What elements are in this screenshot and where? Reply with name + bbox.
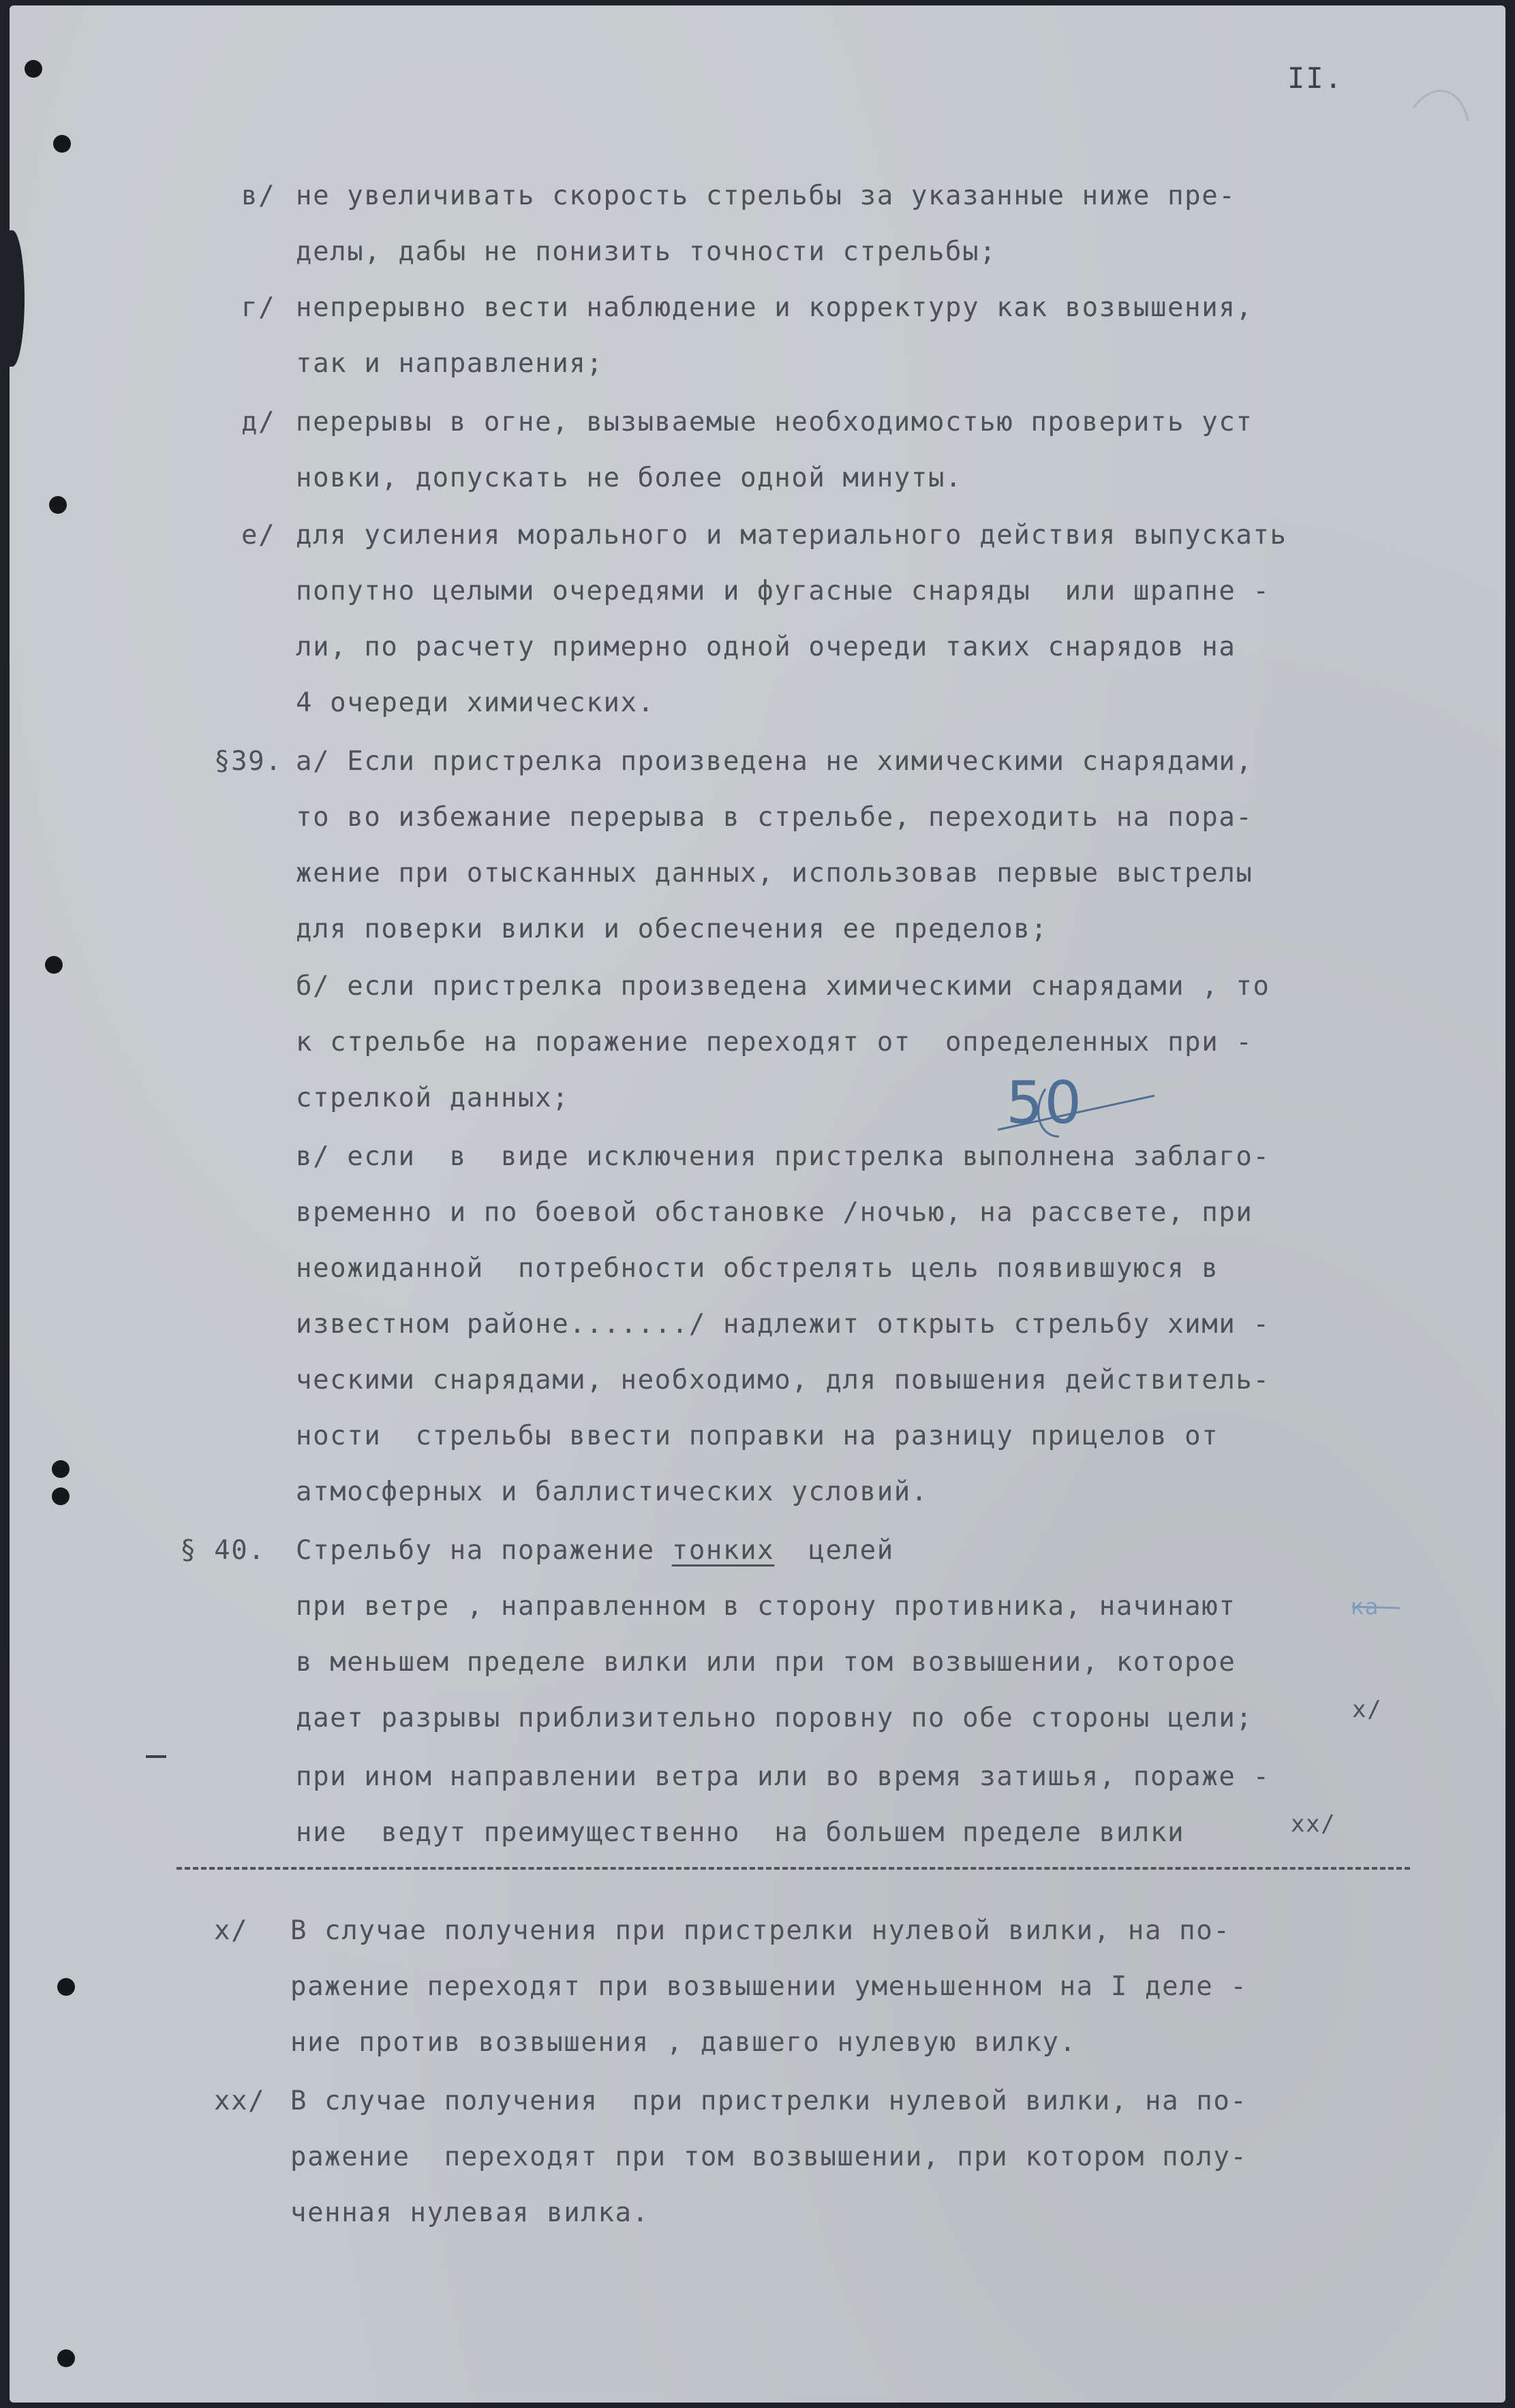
- document-page: [10, 5, 1505, 2403]
- section-label: §39.: [214, 746, 283, 777]
- text-line: для усиления морального и материального действия выпускать: [296, 520, 1287, 551]
- text-line: жение при отысканных данных, использовав первые выстрелы: [296, 858, 1253, 889]
- footnote-line: ние против возвышения , давшего нулевую вилку.: [290, 2027, 1077, 2058]
- text-line: при ветре , направленном в сторону противника, начинают: [296, 1591, 1236, 1622]
- text-line: то во избежание перерыва в стрельбе, переходить на пора-: [296, 802, 1253, 833]
- item-label: в/: [241, 181, 276, 211]
- text-line: ческими снарядами, необходимо, для повышения действитель-: [296, 1365, 1270, 1395]
- text-line: непрерывно вести наблюдение и корректуру как возвышения,: [296, 292, 1253, 323]
- corner-pen-mark: [1413, 91, 1468, 121]
- text-line: при ином направлении ветра или во время затишья, пораже -: [296, 1761, 1270, 1792]
- text-line: так и направления;: [296, 348, 604, 379]
- margin-number: 50: [1006, 1069, 1083, 1137]
- text-line: стрелкой данных;: [296, 1083, 570, 1113]
- pencil-marks: [10, 5, 1505, 2403]
- text-line: б/ если пристрелка произведена химическими снарядами , то: [296, 971, 1270, 1002]
- footnote-label: x/: [214, 1915, 249, 1946]
- text-line: не увеличивать скорость стрельбы за указанные ниже пре-: [296, 181, 1236, 211]
- text-line: ности стрельбы ввести поправки на разницу прицелов от: [296, 1421, 1219, 1451]
- text-line: для поверки вилки и обеспечения ее пределов;: [296, 914, 1048, 944]
- underlined-word: тонких: [671, 1535, 775, 1566]
- text-line: 4 очереди химических.: [296, 688, 655, 718]
- text-line: дает разрывы приблизительно поровну по обе стороны цели;: [296, 1703, 1253, 1733]
- footnote-line: В случае получения при пристрелки нулевой вилки, на по-: [290, 2086, 1248, 2116]
- text-line: известном районе......./ надлежит открыть стрельбу хими -: [296, 1309, 1270, 1340]
- item-label: е/: [241, 520, 276, 551]
- text-line: неожиданной потребности обстрелять цель появившуюся в: [296, 1253, 1219, 1284]
- page-number: II.: [1287, 61, 1343, 95]
- text-line: новки, допускать не более одной минуты.: [296, 463, 963, 493]
- text-line: в меньшем пределе вилки или при том возвышении, которое: [296, 1647, 1236, 1678]
- text-line: попутно целыми очередями и фугасные снаряды или шрапне -: [296, 576, 1270, 606]
- footnote-label: xx/: [214, 2086, 266, 2116]
- text-line: временно и по боевой обстановке /ночью, на рассвете, при: [296, 1197, 1253, 1228]
- text-fragment: Стрельбу на поражение: [296, 1535, 672, 1566]
- section-label: § 40.: [180, 1535, 266, 1566]
- margin-note: ка: [1351, 1594, 1380, 1620]
- footnote-ref: xx/: [1291, 1810, 1336, 1838]
- text-line: ли, по расчету примерно одной очереди таких снарядов на: [296, 632, 1236, 662]
- text-line: ние ведут преимущественно на большем пределе вилки: [296, 1817, 1185, 1848]
- footnote-line: ражение переходят при возвышении уменьшенном на I деле -: [290, 1971, 1248, 2002]
- item-label: д/: [241, 407, 276, 437]
- footnote-ref: x/: [1352, 1696, 1383, 1723]
- text-fragment: целей: [774, 1535, 894, 1566]
- text-line: а/ Если пристрелка произведена не химическими снарядами,: [296, 746, 1253, 777]
- text-line: атмосферных и баллистических условий.: [296, 1477, 928, 1507]
- text-line: делы, дабы не понизить точности стрельбы;: [296, 236, 997, 267]
- footnote-line: ченная нулевая вилка.: [290, 2197, 649, 2228]
- item-label: г/: [241, 292, 276, 323]
- footnote-line: ражение переходят при том возвышении, при котором полу-: [290, 2142, 1248, 2172]
- text-line: перерывы в огне, вызываемые необходимостью проверить уст: [296, 407, 1253, 437]
- footnote-line: В случае получения при пристрелки нулевой вилки, на по-: [290, 1915, 1231, 1946]
- text-line: в/ если в виде исключения пристрелка выполнена заблаго-: [296, 1141, 1270, 1172]
- text-line: к стрельбе на поражение переходят от определенных при -: [296, 1027, 1253, 1058]
